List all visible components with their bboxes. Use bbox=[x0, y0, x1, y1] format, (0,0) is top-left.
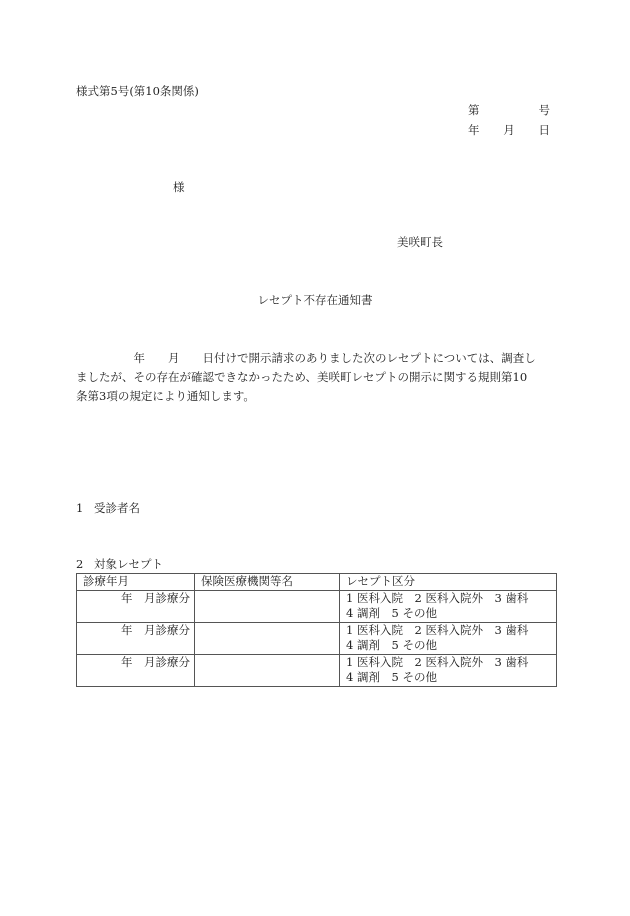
header-receipt-type: レセプト区分 bbox=[340, 574, 557, 591]
body-line-1: 年 月 日付けで開示請求のありました次のレセプトについては、調査し bbox=[76, 351, 536, 365]
document-title: レセプト不存在通知書 bbox=[257, 293, 373, 307]
receipt-type-options-1: 1 医科入院 2 医科入院外 3 歯科 bbox=[346, 654, 529, 669]
cell-period: 年 月診療分 bbox=[77, 590, 195, 622]
table-header-row bbox=[77, 574, 557, 591]
header-period: 診療年月 bbox=[77, 574, 195, 591]
receipt-table bbox=[76, 573, 557, 687]
table-row bbox=[77, 654, 557, 686]
date-year: 年 bbox=[468, 123, 480, 137]
cell-institution bbox=[195, 622, 340, 654]
table-row bbox=[77, 590, 557, 622]
receipt-type-options-2: 4 調剤 5 その他 bbox=[346, 670, 437, 684]
form-number: 様式第5号(第10条関係) bbox=[76, 84, 199, 98]
receipt-type-options-1: 1 医科入院 2 医科入院外 3 歯科 bbox=[346, 622, 529, 637]
document-date bbox=[468, 123, 550, 137]
document-number bbox=[468, 103, 550, 117]
cell-period: 年 月診療分 bbox=[77, 654, 195, 686]
section-number: 2 bbox=[76, 557, 84, 571]
cell-receipt-type bbox=[340, 590, 557, 622]
date-day: 日 bbox=[538, 123, 550, 137]
cell-institution bbox=[195, 590, 340, 622]
sender: 美咲町長 bbox=[397, 235, 443, 249]
table-row bbox=[77, 622, 557, 654]
section-label: 対象レセプト bbox=[94, 557, 163, 571]
cell-receipt-type bbox=[340, 654, 557, 686]
cell-institution bbox=[195, 654, 340, 686]
addressee: 様 bbox=[173, 180, 185, 194]
section-number: 1 bbox=[76, 501, 84, 515]
body-line-3: 条第3項の規定により通知します。 bbox=[76, 389, 255, 403]
receipt-type-options-1: 1 医科入院 2 医科入院外 3 歯科 bbox=[346, 590, 529, 605]
section-patient-name bbox=[76, 501, 140, 515]
cell-period: 年 月診療分 bbox=[77, 622, 195, 654]
section-target-receipt bbox=[76, 557, 163, 571]
body-text bbox=[76, 349, 556, 406]
cell-receipt-type bbox=[340, 622, 557, 654]
body-line-2: ましたが、その存在が確認できなかったため、美咲町レセプトの開示に関する規則第10 bbox=[76, 370, 528, 384]
receipt-type-options-2: 4 調剤 5 その他 bbox=[346, 638, 437, 652]
date-month: 月 bbox=[503, 123, 515, 137]
section-label: 受診者名 bbox=[94, 501, 140, 515]
doc-number-prefix: 第 bbox=[468, 103, 480, 117]
receipt-type-options-2: 4 調剤 5 その他 bbox=[346, 606, 437, 620]
header-institution: 保険医療機関等名 bbox=[195, 574, 340, 591]
doc-number-suffix: 号 bbox=[538, 103, 550, 117]
